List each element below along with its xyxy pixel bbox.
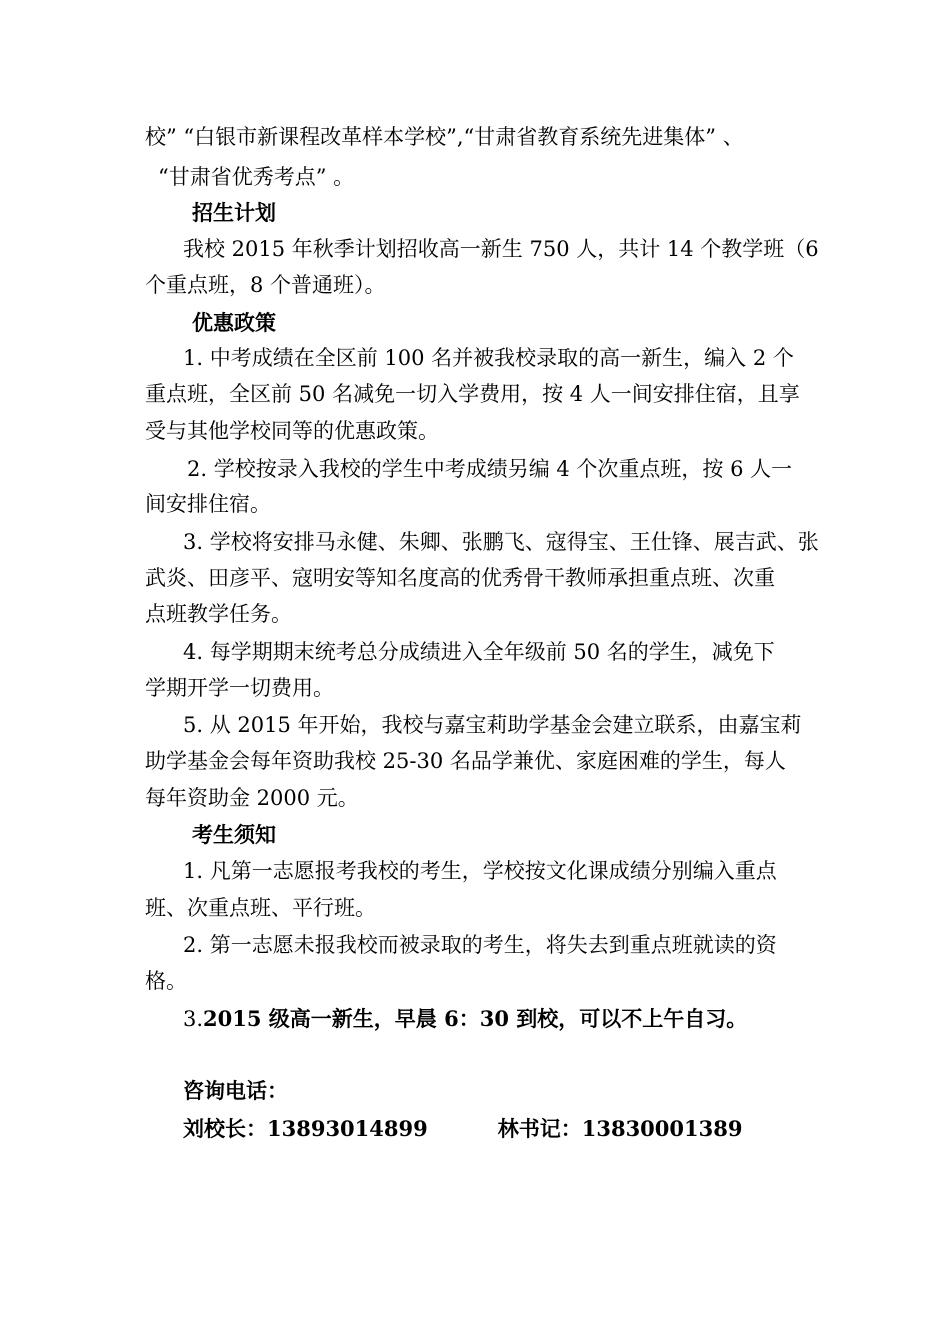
policy-item-1-line-3: 受与其他学校同等的优惠政策。 <box>145 419 439 443</box>
policy-item-2-line-1: 2. 学校按录入我校的学生中考成绩另编 4 个次重点班，按 6 人一 <box>187 457 793 481</box>
plan-line-2: 个重点班，8 个普通班）。 <box>145 273 386 297</box>
contact-heading: 咨询电话： <box>183 1078 288 1103</box>
policy-item-2-line-2: 间安排住宿。 <box>145 492 271 516</box>
principal-phone: 刘校长：13893014899 <box>183 1116 428 1141</box>
policy-item-3-line-1: 3. 学校将安排马永健、朱卿、张鹏飞、寇得宝、王仕锋、展吉武、张 <box>183 530 819 554</box>
notice-item-1-line-1: 1. 凡第一志愿报考我校的考生，学校按文化课成绩分别编入重点 <box>183 859 777 883</box>
contact-phones <box>183 1115 742 1143</box>
notice-item-1-line-2: 班、次重点班、平行班。 <box>145 896 376 920</box>
policy-item-4-line-1: 4. 每学期期末统考总分成绩进入全年级前 50 名的学生，减免下 <box>183 640 775 664</box>
notice-item-3-text: 2015 级高一新生，早晨 6：30 到校，可以不上午自习。 <box>203 1006 748 1031</box>
intro-line-1: 校” “白银市新课程改革样本学校”,“甘肃省教育系统先进集体” 、 <box>145 125 744 149</box>
intro-line-2: “甘肃省优秀考点” 。 <box>158 165 355 189</box>
policy-item-1-line-1: 1. 中考成绩在全区前 100 名并被我校录取的高一新生，编入 2 个 <box>183 346 794 370</box>
policy-heading: 优惠政策 <box>192 310 276 335</box>
notice-item-2-line-1: 2. 第一志愿未报我校而被录取的考生，将失去到重点班就读的资 <box>183 933 777 957</box>
policy-item-4-line-2: 学期开学一切费用。 <box>145 676 334 700</box>
plan-line-1: 我校 2015 年秋季计划招收高一新生 750 人，共计 14 个教学班（6 <box>183 237 819 261</box>
notice-item-3-number: 3. <box>183 1007 204 1031</box>
notice-item-2-line-2: 格。 <box>145 969 187 993</box>
policy-item-1-line-2: 重点班，全区前 50 名减免一切入学费用，按 4 人一间安排住宿，且享 <box>145 382 800 406</box>
policy-item-3-line-2: 武炎、田彦平、寇明安等知名度高的优秀骨干教师承担重点班、次重 <box>145 566 775 590</box>
policy-item-5-line-1: 5. 从 2015 年开始，我校与嘉宝莉助学基金会建立联系，由嘉宝莉 <box>183 713 802 737</box>
secretary-phone: 林书记：13830001389 <box>497 1116 743 1141</box>
notice-item-3 <box>183 1005 747 1033</box>
policy-item-3-line-3: 点班教学任务。 <box>145 602 292 626</box>
policy-item-5-line-2: 助学基金会每年资助我校 25-30 名品学兼优、家庭困难的学生，每人 <box>145 749 786 773</box>
notice-heading: 考生须知 <box>192 822 276 847</box>
policy-item-5-line-3: 每年资助金 2000 元。 <box>145 786 359 810</box>
plan-heading: 招生计划 <box>192 200 276 225</box>
